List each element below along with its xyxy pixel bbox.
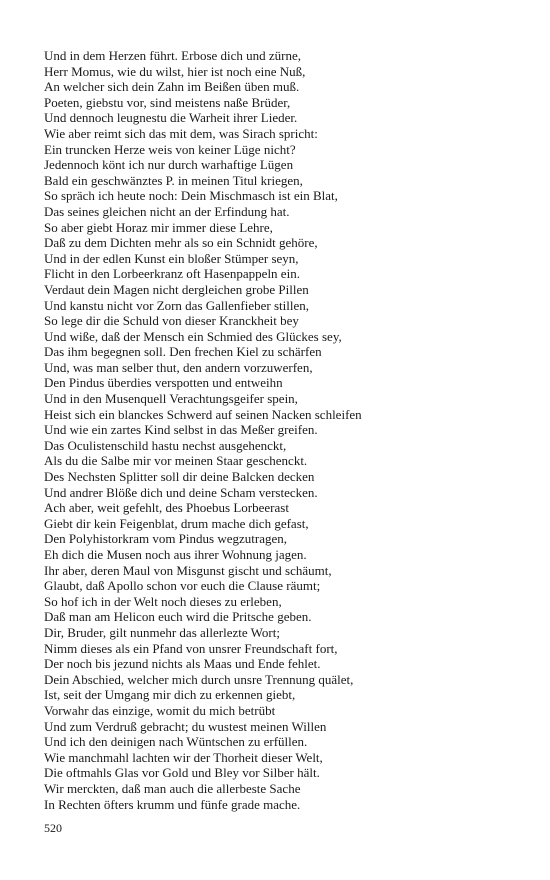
poem-line: Und ich den deinigen nach Wüntschen zu erfüllen. xyxy=(44,734,308,750)
poem-line: Giebt dir kein Feigenblat, drum mache dich gefast, xyxy=(44,515,309,531)
poem-line: Ist, seit der Umgang mir dich zu erkennen giebt, xyxy=(44,687,296,703)
poem-line: Des Nechsten Splitter soll dir deine Balcken decken xyxy=(44,469,315,485)
poem-line: Verdaut dein Magen nicht dergleichen grobe Pillen xyxy=(44,281,309,297)
poem-line: Und, was man selber thut, den andern vorzuwerfen, xyxy=(44,359,313,375)
poem-line: Heist sich ein blanckes Schwerd auf seinen Nacken schleifen xyxy=(44,406,362,422)
poem-line: So aber giebt Horaz mir immer diese Lehre, xyxy=(44,219,273,235)
poem-line: Jedennoch könt ich nur durch warhaftige Lügen xyxy=(44,157,294,173)
poem-line: Glaubt, daß Apollo schon vor euch die Clause räumt; xyxy=(44,578,321,594)
poem-line: So spräch ich heute noch: Dein Mischmasch ist ein Blat, xyxy=(44,188,338,204)
poem-line: Und dennoch leugnestu die Warheit ihrer Lieder. xyxy=(44,110,298,126)
poem-text xyxy=(44,48,514,812)
poem-line: Daß man am Helicon euch wird die Pritsche geben. xyxy=(44,609,312,625)
poem-line: Das ihm begegnen soll. Den frechen Kiel zu schärfen xyxy=(44,344,322,360)
poem-line: Eh dich die Musen noch aus ihrer Wohnung jagen. xyxy=(44,547,307,562)
poem-line: Und kanstu nicht vor Zorn das Gallenfieber stillen, xyxy=(44,297,309,313)
poem-line: Und wie ein zartes Kind selbst in das Meßer greifen. xyxy=(44,422,318,438)
poem-line: Dir, Bruder, gilt nunmehr das allerlezte Wort; xyxy=(44,624,280,640)
poem-line: Ach aber, weit gefehlt, des Phoebus Lorbeerast xyxy=(44,500,289,516)
poem-line: So hof ich in der Welt noch dieses zu erleben, xyxy=(44,593,282,609)
poem-line: Poeten, giebstu vor, sind meistens naße Brüder, xyxy=(44,94,291,110)
poem-line: Und in den Musenquell Verachtungsgeifer spein, xyxy=(44,391,298,407)
poem-line: Dein Abschied, welcher mich durch unsre Trennung quälet, xyxy=(44,671,354,687)
poem-line: Flicht in den Lorbeerkranz oft Hasenpappeln ein. xyxy=(44,266,300,282)
poem-line: Und zum Verdruß gebracht; du wustest meinen Willen xyxy=(44,718,327,734)
poem-line: Wir merckten, daß man auch die allerbeste Sache xyxy=(44,780,301,796)
poem-line: Wie aber reimt sich das mit dem, was Sirach spricht: xyxy=(44,125,318,141)
poem-line: Ihr aber, deren Maul von Misgunst gischt und schäumt, xyxy=(44,562,332,578)
poem-line: Als du die Salbe mir vor meinen Staar geschenckt. xyxy=(44,453,308,469)
poem-line: Und wiße, daß der Mensch ein Schmied des Glückes sey, xyxy=(44,328,342,344)
poem-line: Und andrer Blöße dich und deine Scham verstecken. xyxy=(44,484,318,500)
page-number: 520 xyxy=(44,821,62,835)
poem-line: Die oftmahls Glas vor Gold und Bley vor Silber hält. xyxy=(44,765,320,781)
poem-line: An welcher sich dein Zahn im Beißen üben muß. xyxy=(44,79,300,95)
poem-line: Nimm dieses als ein Pfand von unsrer Freundschaft fort, xyxy=(44,640,338,656)
poem-line: Der noch bis jezund nichts als Maas und Ende fehlet. xyxy=(44,656,321,672)
poem-line: Den Polyhistorkram vom Pindus wegzutragen, xyxy=(44,531,287,547)
poem-line: Herr Momus, wie du wilst, hier ist noch eine Nuß, xyxy=(44,63,306,79)
poem-line: Den Pindus überdies verspotten und entweihn xyxy=(44,375,283,391)
poem-line: Vorwahr das einzige, womit du mich betrübt xyxy=(44,702,276,718)
poem-line: Und in der edlen Kunst ein bloßer Stümper seyn, xyxy=(44,250,299,266)
poem-line: Bald ein geschwänztes P. in meinen Titul kriegen, xyxy=(44,172,303,188)
poem-line: Und in dem Herzen führt. Erbose dich und zürne, xyxy=(44,48,302,63)
poem-line: Wie manchmahl lachten wir der Thorheit dieser Welt, xyxy=(44,749,323,765)
poem-line: Ein truncken Herze weis von keiner Lüge nicht? xyxy=(44,141,296,157)
poem-line: Das seines gleichen nicht an der Erfindung hat. xyxy=(44,203,290,219)
poem-line: In Rechten öfters krumm und fünfe grade mache. xyxy=(44,796,301,812)
poem-line: Daß zu dem Dichten mehr als so ein Schnidt gehöre, xyxy=(44,235,318,251)
poem-line: Das Oculistenschild hastu nechst ausgehenckt, xyxy=(44,437,287,453)
poem-line: So lege dir die Schuld von dieser Kranckheit bey xyxy=(44,313,299,329)
